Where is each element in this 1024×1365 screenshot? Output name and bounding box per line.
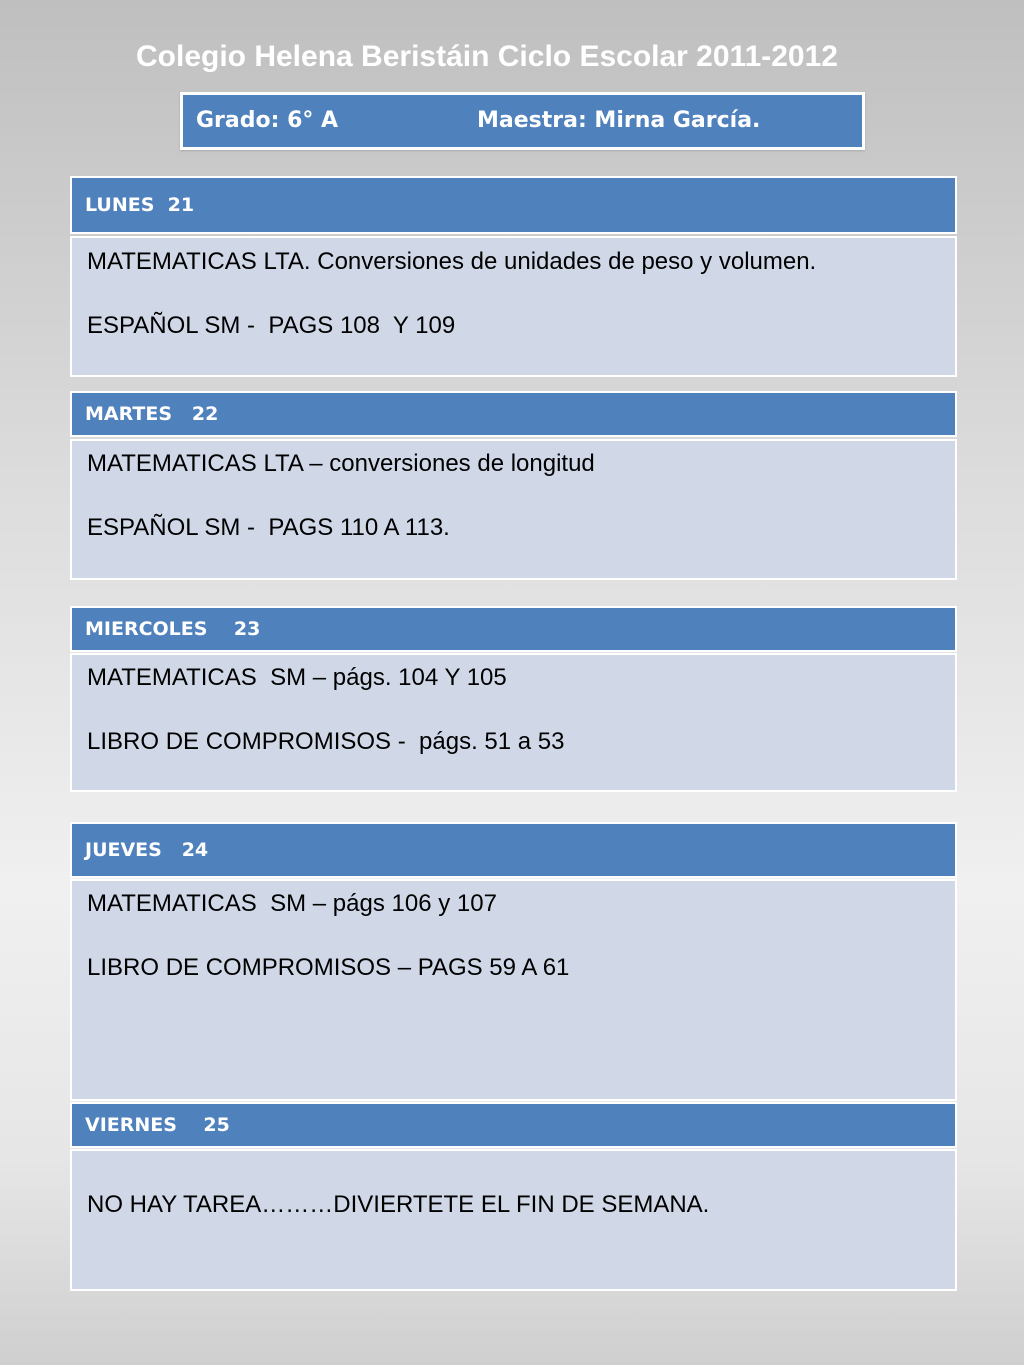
day-header-viernes: VIERNES 25 (70, 1102, 957, 1148)
day-header-martes: MARTES 22 (70, 391, 957, 437)
homework-line: LIBRO DE COMPROMISOS - págs. 51 a 53 (87, 728, 565, 755)
homework-line: LIBRO DE COMPROMISOS – PAGS 59 A 61 (87, 954, 570, 981)
homework-line: MATEMATICAS LTA – conversiones de longitud (87, 450, 595, 477)
homework-line: MATEMATICAS LTA. Conversiones de unidades de peso y volumen. (87, 248, 817, 275)
teacher-label: Maestra: Mirna García. (477, 108, 761, 133)
homework-line: NO HAY TAREA………DIVIERTETE EL FIN DE SEMANA. (87, 1191, 710, 1218)
homework-line: ESPAÑOL SM - PAGS 110 A 113. (87, 514, 450, 541)
grade-teacher-bar (180, 92, 865, 150)
homework-line: MATEMATICAS SM – págs 106 y 107 (87, 890, 497, 917)
day-body-martes (70, 439, 957, 580)
day-body-jueves (70, 879, 957, 1101)
day-header-jueves: JUEVES 24 (70, 822, 957, 878)
homework-line: ESPAÑOL SM - PAGS 108 Y 109 (87, 312, 456, 339)
day-body-miercoles (70, 653, 957, 792)
day-header-miercoles: MIERCOLES 23 (70, 606, 957, 652)
day-body-lunes (70, 236, 957, 377)
page-title: Colegio Helena Beristáin Ciclo Escolar 2011-2012 (136, 40, 838, 73)
day-header-lunes: LUNES 21 (70, 176, 957, 234)
day-body-viernes (70, 1149, 957, 1291)
grade-label: Grado: 6° A (196, 108, 339, 133)
homework-line: MATEMATICAS SM – págs. 104 Y 105 (87, 664, 507, 691)
